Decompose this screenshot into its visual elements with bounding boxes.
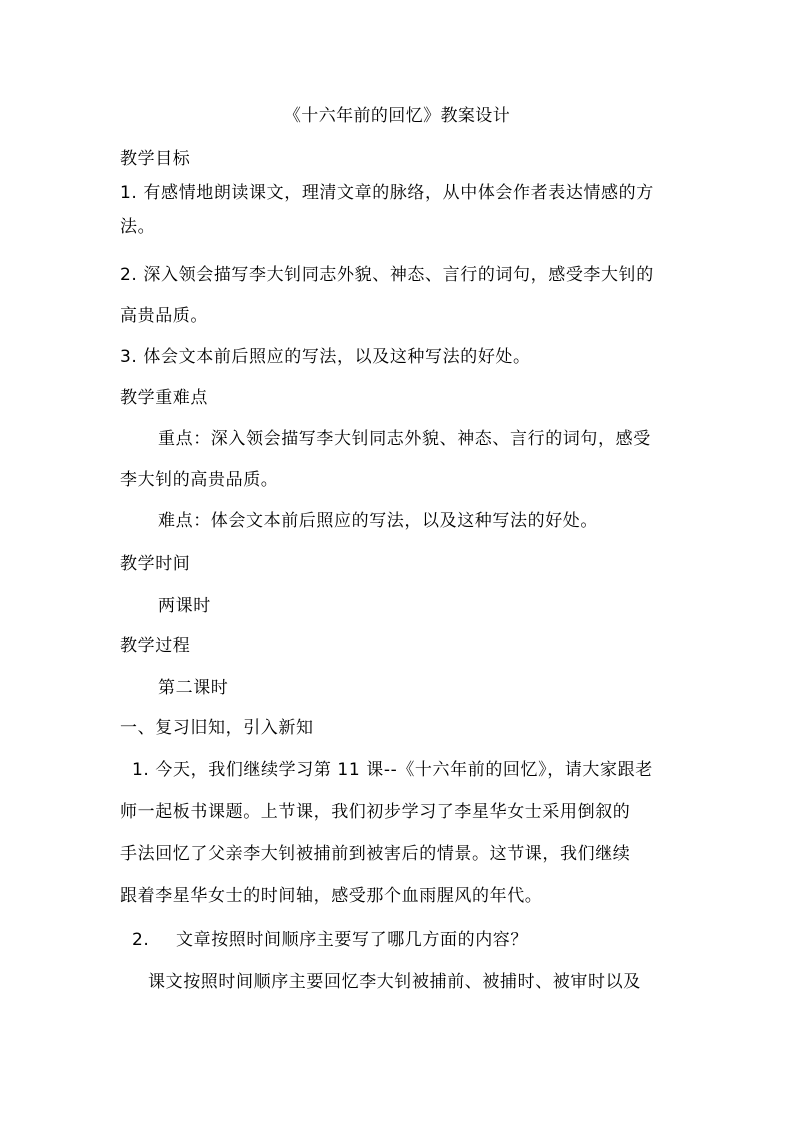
objective-1-line-1: 1. 有感情地朗读课文，理清文章的脉络，从中体会作者表达情感的方 — [120, 183, 654, 203]
time-value: 两课时 — [158, 596, 211, 616]
item-2-number: 2. — [132, 930, 150, 950]
objective-2-line-2: 高贵品质。 — [120, 306, 208, 326]
lesson-label: 第二课时 — [158, 678, 229, 698]
item-2-text: 文章按照时间顺序主要写了哪几方面的内容？ — [176, 930, 528, 950]
difficult-point: 难点：体会文本前后照应的写法，以及这种写法的好处。 — [158, 511, 598, 531]
key-points-heading: 教学重难点 — [120, 388, 208, 408]
objective-1-line-2: 法。 — [120, 217, 156, 237]
paragraph-1-line-2: 师一起板书课题。上节课，我们初步学习了李星华女士采用倒叙的 — [120, 802, 631, 822]
time-heading: 教学时间 — [120, 554, 191, 574]
objective-3: 3. 体会文本前后照应的写法，以及这种写法的好处。 — [120, 347, 531, 367]
objective-2-line-1: 2. 深入领会描写李大钊同志外貌、神态、言行的词句，感受李大钊的 — [120, 265, 654, 285]
key-point-line-2: 李大钊的高贵品质。 — [120, 470, 279, 490]
paragraph-1-line-4: 跟着李星华女士的时间轴，感受那个血雨腥风的年代。 — [120, 886, 543, 906]
paragraph-1-line-1: 1. 今天，我们继续学习第 11 课--《十六年前的回忆》，请大家跟老 — [132, 760, 653, 780]
process-heading: 教学过程 — [120, 636, 191, 656]
paragraph-1-line-3: 手法回忆了父亲李大钊被捕前到被害后的情景。这节课，我们继续 — [120, 844, 631, 864]
key-point-line-1: 重点：深入领会描写李大钊同志外貌、神态、言行的词句，感受 — [158, 429, 651, 449]
objectives-heading: 教学目标 — [120, 149, 191, 169]
document-title: 《十六年前的回忆》教案设计 — [283, 106, 511, 126]
paragraph-2-line-1: 课文按照时间顺序主要回忆李大钊被捕前、被捕时、被审时以及 — [148, 972, 641, 992]
section-1-heading: 一、复习旧知，引入新知 — [120, 718, 314, 738]
